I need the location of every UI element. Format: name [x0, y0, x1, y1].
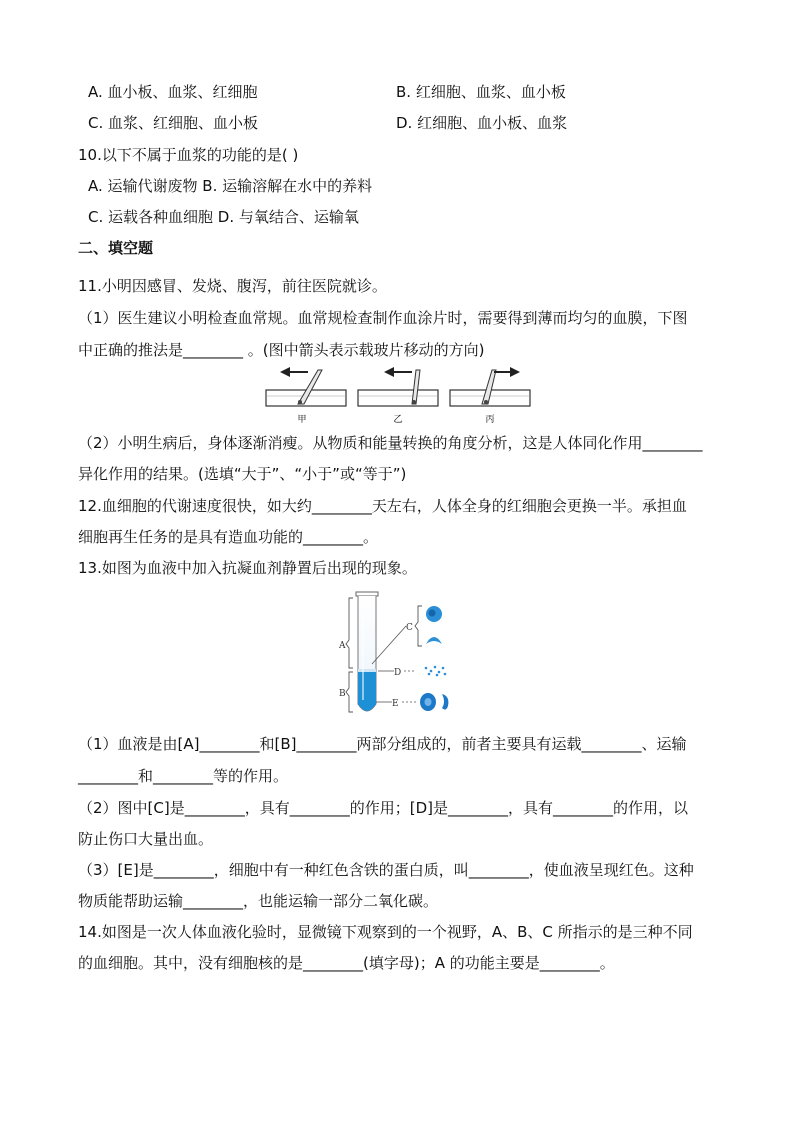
arrow-right-icon: [510, 367, 520, 377]
q11-part1-line1: （1）医生建议小明检查血常规。血常规检查制作血涂片时，需要得到薄而均匀的血膜，下图: [78, 309, 688, 327]
test-tube: [356, 592, 378, 711]
smear-panel-jia: [266, 367, 346, 425]
q9-option-d: D. 红细胞、血小板、血浆: [396, 114, 568, 132]
q13-part1-line2: ________和________等的作用。: [78, 767, 289, 785]
label-bing: 丙: [485, 415, 495, 425]
smear-panel-yi: [358, 367, 438, 425]
blood-smear-figure: [262, 362, 534, 428]
arrow-left-icon: [280, 367, 290, 377]
red-blood-cell-icon: [442, 694, 448, 710]
q13-stem: 13.如图为血液中加入抗凝血剂静置后出现的现象。: [78, 559, 417, 577]
label-yi: 乙: [393, 415, 403, 425]
label-d: D: [394, 668, 402, 678]
smear-panel-bing: [450, 367, 530, 425]
q10-stem: 10.以下不属于血浆的功能的是( ): [78, 146, 299, 164]
q9-option-c: C. 血浆、红细胞、血小板: [88, 114, 259, 132]
q9-option-b: B. 红细胞、血浆、血小板: [396, 83, 566, 101]
label-a: A: [339, 641, 346, 651]
white-blood-cell-icon: [426, 637, 442, 644]
q12-line2: 细胞再生任务的是具有造血功能的________。: [78, 528, 379, 546]
q13-part3-line1: （3）[E]是________，细胞中有一种红色含铁的蛋白质，叫________，使血液呈现红色。这种: [78, 861, 694, 879]
q10-options-cd: C. 运载各种血细胞 D. 与氧结合、运输氧: [88, 208, 359, 226]
blood-cell-layer: [358, 672, 376, 711]
label-c: C: [406, 623, 413, 633]
q13-part2-line1: （2）图中[C]是________，具有________的作用；[D]是________，具有________的作用，以: [78, 799, 688, 817]
q13-part2-line2: 防止伤口大量出血。: [78, 830, 214, 848]
q14-line2: 的血细胞。其中，没有细胞核的是________(填字母)；A 的功能主要是________。: [78, 954, 615, 972]
q11-stem: 11.小明因感冒、发烧、腹泻，前往医院就诊。: [78, 277, 387, 295]
q11-part1-line2: 中正确的推法是________ 。(图中箭头表示载玻片移动的方向): [78, 341, 485, 359]
label-e: E: [392, 699, 399, 709]
q12-line1: 12.血细胞的代谢速度很快，如大约________天左右，人体全身的红细胞会更换一半。承担血: [78, 497, 687, 515]
bracket-b: [346, 672, 353, 712]
q11-part2-line1: （2）小明生病后，身体逐渐消瘦。从物质和能量转换的角度分析，这是人体同化作用________: [78, 434, 703, 452]
arrow-left-icon: [384, 367, 394, 377]
label-b: B: [339, 689, 346, 699]
q13-part1-line1: （1）血液是由[A]________和[B]________两部分组成的，前者主要具有运载________、运输: [78, 735, 687, 753]
platelets-icon: [425, 666, 447, 677]
slide-yi: [358, 390, 438, 406]
buffy-coat-layer: [358, 669, 376, 672]
label-jia: 甲: [297, 415, 307, 425]
q14-line1: 14.如图是一次人体血液化验时，显微镜下观察到的一个视野，A、B、C 所指示的是三种不同: [78, 923, 693, 941]
q9-option-a: A. 血小板、血浆、红细胞: [88, 83, 258, 101]
q10-options-ab: A. 运输代谢废物 B. 运输溶解在水中的养料: [88, 177, 373, 195]
q13-part3-line2: 物质能帮助运输________，也能运输一部分二氧化碳。: [78, 892, 439, 910]
q11-part2-line2: 异化作用的结果。(选填“大于”、“小于”或“等于”): [78, 465, 407, 483]
section-title: 二、填空题: [78, 239, 154, 257]
bracket-a: [346, 598, 353, 668]
test-tube-figure: [336, 588, 460, 722]
